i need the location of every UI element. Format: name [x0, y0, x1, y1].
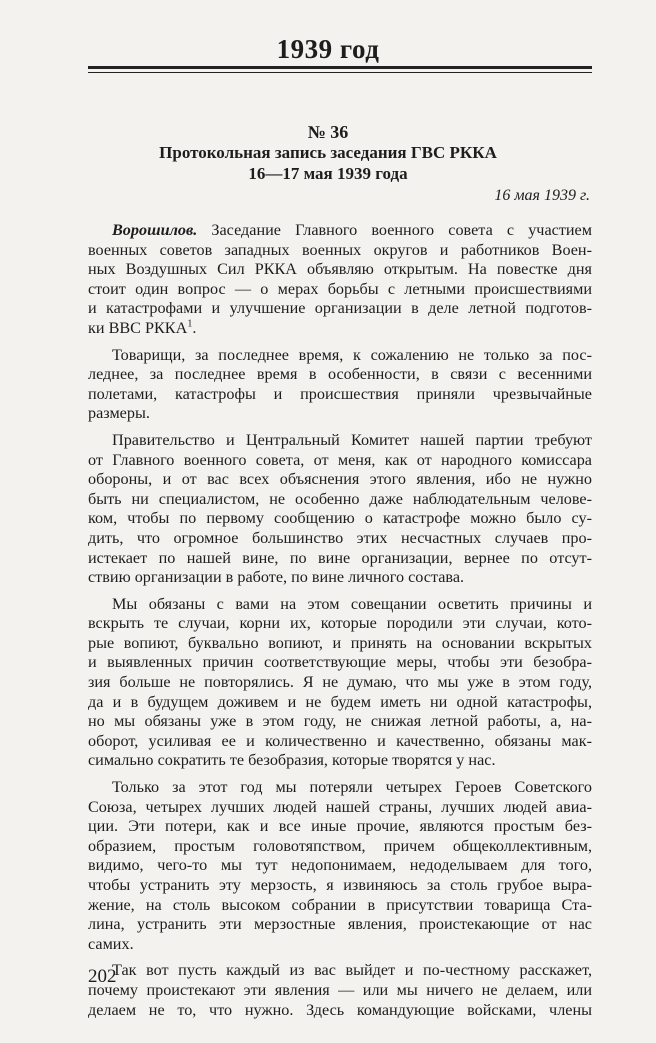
paragraph — [88, 346, 592, 424]
document-title-line: 16—17 мая 1939 года — [248, 164, 408, 183]
paragraph — [88, 221, 592, 339]
document-number: № 36 — [307, 122, 349, 142]
text-line: ции. Эти потери, как и все иные прочие, являются простым без- — [88, 817, 592, 836]
text-line: ных Воздушных Сил РККА объявляю открытым. На повестке дня — [88, 260, 592, 279]
text-line: истекает по нашей вине, по вине организации, вернее по отсут- — [88, 548, 592, 567]
paragraph — [88, 778, 592, 954]
speaker-name: Ворошилов. — [112, 221, 198, 239]
text-line: но мы обязаны уже в этом году, не снижая летной работы, а, на- — [88, 712, 592, 731]
text-line: быть ни специалистом, не особенно даже наблюдательным челове- — [88, 489, 592, 508]
text-line: Так вот пусть каждый из вас выйдет и по-честному расскажет, — [112, 961, 592, 980]
document-title-line: Протокольная запись заседания ГВС РККА — [159, 143, 497, 162]
document-title — [0, 142, 656, 184]
header-rule-thin — [88, 72, 592, 73]
text-line: ствию организации в работе, по вине личного состава. — [88, 568, 465, 587]
text-line: леднее, за последнее время в особенности, в связи с весенними — [88, 365, 592, 384]
text-line: оборот, усиливая ее и количественно и качественно, обязаны мак- — [88, 731, 592, 750]
text-line: Союза, четырех лучших людей нашей страны, лучших людей авиа- — [88, 797, 592, 816]
page-number: 202 — [88, 966, 117, 987]
text-line: Мы обязаны с вами на этом совещании осветить причины и — [112, 594, 592, 613]
document-date: 16 мая 1939 г. — [494, 187, 590, 204]
text-line: Правительство и Центральный Комитет нашей партии требуют — [112, 430, 592, 449]
text-line: образием, простым головотяпством, причем общеколлективным, — [88, 836, 592, 855]
text-line: ки ВВС РККА$^1$. — [88, 318, 197, 337]
paragraph — [88, 961, 592, 1020]
text-line: Товарищи, за последнее время, к сожалению не только за пос- — [112, 345, 592, 364]
text-line: вскрыть те случаи, корни их, которые породили эти случаи, кото- — [88, 614, 592, 633]
text-line: рые вопиют, буквально вопиют, и принять на основании вскрытых — [88, 633, 592, 652]
text-line: зия больше не повторялись. Я не думаю, что мы уже в этом году, — [88, 673, 592, 692]
running-head: 1939 год — [276, 34, 380, 64]
text-line: стоит один вопрос — о мерах борьбы с летными происшествиями — [88, 279, 592, 298]
text-line: Только за этот год мы потеряли четырех Героев Советского — [112, 778, 592, 797]
text-line: дить, что огромное большинство этих несчастных случаев про- — [88, 528, 592, 547]
text-line: почему проистекают эти явления — или мы ничего не делаем, или — [88, 980, 592, 999]
text-line: жение, на столь высоком собрании в присутствии товарища Ста- — [88, 895, 592, 914]
text-line: самих. — [88, 934, 134, 953]
text-line: да и в будущем доживем и не будем иметь ни одной катастрофы, — [88, 692, 592, 711]
text-line: полетами, катастрофы и происшествия приняли чрезвычайные — [88, 384, 592, 403]
text-line: симально сократить те безобразия, которые творятся у нас. — [88, 751, 496, 770]
text-line: размеры. — [88, 404, 150, 423]
footnote-mark: 1 — [187, 318, 193, 330]
text-line: военных советов западных военных округов и работников Воен- — [88, 240, 592, 259]
text-line: видимо, чего-то мы тут недопонимаем, недоделываем для того, — [88, 856, 592, 875]
text-line: и катастрофами и улучшение организации в деле летной подготов- — [88, 299, 592, 318]
text-line: от Главного военного совета, от меня, как от народного комиссара — [88, 450, 592, 469]
text-line: чтобы устранить эту мерзость, я извиняюсь за столь грубое выра- — [88, 876, 592, 894]
text-line: делаем не то, что нужно. Здесь командующие войсками, члены — [88, 1000, 592, 1019]
header-rule-thick — [88, 66, 592, 69]
body-text — [88, 221, 592, 1027]
paragraph — [88, 431, 592, 588]
text-line: Ворошилов. Заседание Главного военного совета с участием — [112, 221, 592, 239]
text-line: обороны, и от вас всех объяснения этого явления, ибо не нужно — [88, 470, 592, 489]
text-line: лина, устранить эти мерзостные явления, проистекающие от нас — [88, 915, 592, 934]
text-line: и выявленных причин соответствующие меры, чтобы эти безобра- — [88, 653, 592, 672]
text-line: ком, чтобы по первому сообщению о катастрофе можно было су- — [88, 509, 592, 528]
paragraph — [88, 595, 592, 771]
